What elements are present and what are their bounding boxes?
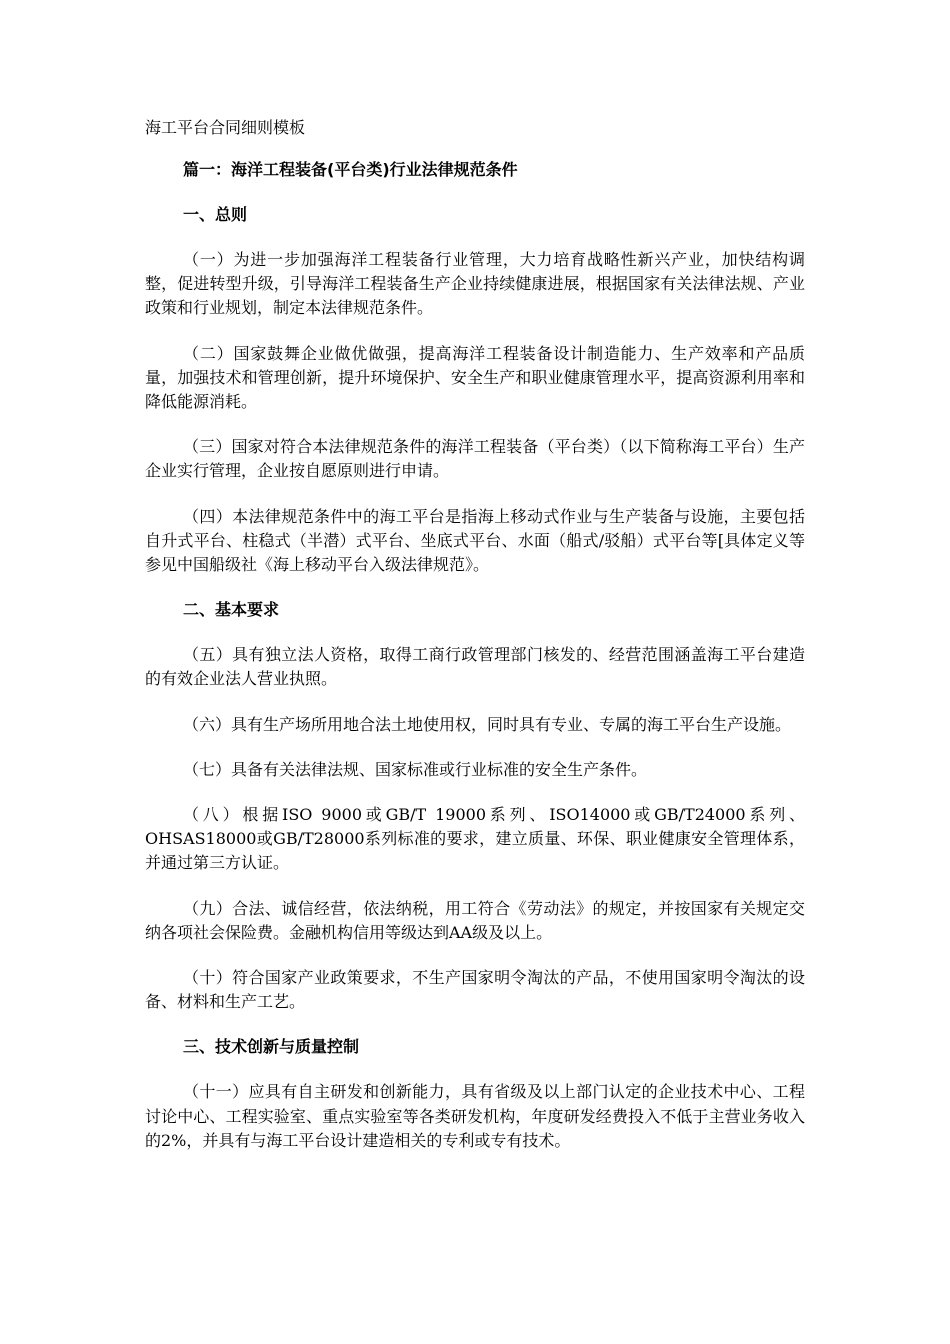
paragraph: （九）合法、诚信经营，依法纳税，用工符合《劳动法》的规定，并按国家有关规定交纳各项社会保险费。金融机构信用等级达到AA级及以上。 — [145, 898, 805, 942]
section-heading-innovation-quality: 三、技术创新与质量控制 — [183, 1037, 360, 1057]
paragraph: （二）国家鼓舞企业做优做强，提高海洋工程装备设计制造能力、生产效率和产品质量，加强技术和管理创新，提升环境保护、安全生产和职业健康管理水平，提高资源利用率和降低能源消耗。 — [145, 343, 805, 412]
paragraph: （三）国家对符合本法律规范条件的海洋工程装备（平台类）（以下简称海工平台）生产企业实行管理，企业按自愿原则进行申请。 — [145, 437, 805, 481]
paragraph: （十）符合国家产业政策要求，不生产国家明令淘汰的产品，不使用国家明令淘汰的设备、材料和生产工艺。 — [145, 968, 805, 1012]
document-title: 海工平台合同细则模板 — [145, 118, 306, 137]
paragraph: （八）根据ISO 9000或GB/T 19000系列、ISO14000或GB/T24000系列、OHSAS18000或GB/T28000系列标准的要求，建立质量、环保、职业健康安全管理体系，并通过第三方认证。 — [145, 805, 805, 873]
section-heading-basic-requirements: 二、基本要求 — [183, 600, 280, 620]
paragraph: （五）具有独立法人资格，取得工商行政管理部门核发的、经营范围涵盖海工平台建造的有效企业法人营业执照。 — [145, 645, 805, 689]
document-body — [145, 116, 805, 1174]
paragraph: （四）本法律规范条件中的海工平台是指海上移动式作业与生产装备与设施，主要包括自升式平台、柱稳式（半潜）式平台、坐底式平台、水面（船式/驳船）式平台等[具体定义等参见中国船级社《海上移动平台入级法律规范》。 — [145, 506, 805, 575]
article-heading: 篇一：海洋工程装备(平台类)行业法律规范条件 — [183, 160, 518, 179]
paragraph: （七）具备有关法律法规、国家标准或行业标准的安全生产条件。 — [183, 759, 648, 779]
paragraph: （一）为进一步加强海洋工程装备行业管理，大力培育战略性新兴产业，加快结构调整，促进转型升级，引导海洋工程装备生产企业持续健康进展，根据国家有关法律法规、产业政策和行业规划，制定本法律规范条件。 — [145, 250, 805, 318]
section-heading-general: 一、总则 — [183, 205, 248, 224]
paragraph: （十一）应具有自主研发和创新能力，具有省级及以上部门认定的企业技术中心、工程讨论中心、工程实验室、重点实验室等各类研发机构，年度研发经费投入不低于主营业务收入的2%，并具有与海工平台设计建造相关的专利或专有技术。 — [145, 1082, 805, 1150]
paragraph: （六）具有生产场所用地合法土地使用权，同时具有专业、专属的海工平台生产设施。 — [183, 714, 792, 734]
